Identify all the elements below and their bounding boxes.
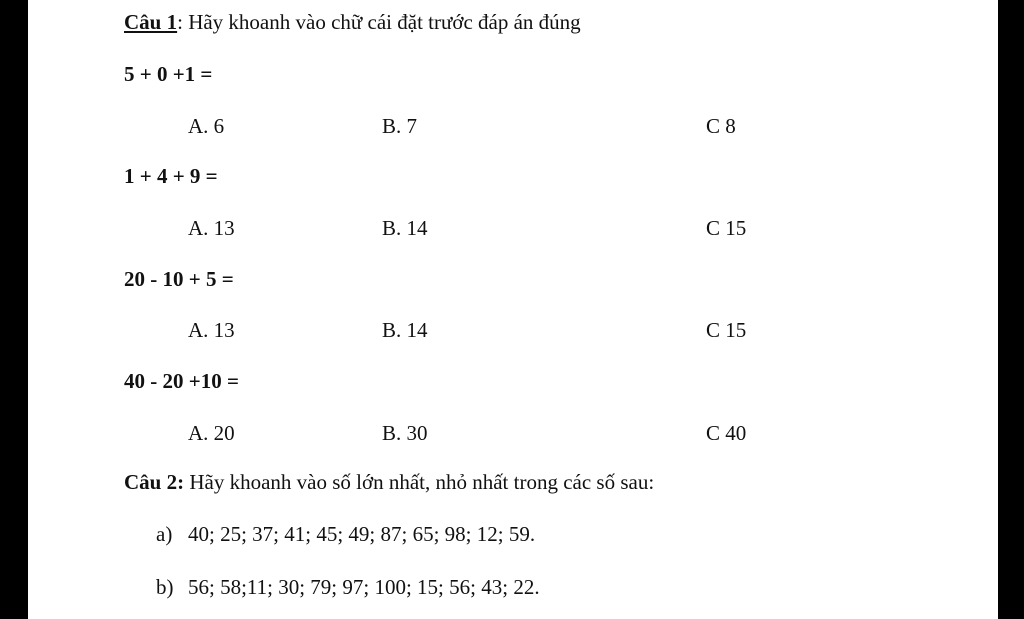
option-a-3[interactable]: A. 13 (188, 318, 235, 342)
question-1-instruction: : Hãy khoanh vào chữ cái đặt trước đáp án đúng (177, 10, 581, 34)
option-a-2[interactable]: A. 13 (188, 216, 235, 240)
question-1-expression-2: 1 + 4 + 9 = (124, 164, 218, 188)
part-b-marker: b) (156, 575, 174, 599)
option-b-4[interactable]: B. 30 (382, 421, 428, 445)
part-a-marker: a) (156, 522, 173, 546)
part-b-numbers: 56; 58;11; 30; 79; 97; 100; 15; 56; 43; 22. (188, 575, 540, 599)
option-a-1[interactable]: A. 6 (188, 114, 225, 138)
question-2-instruction: Hãy khoanh vào số lớn nhất, nhỏ nhất trong các số sau: (184, 470, 655, 494)
question-1-expression-4: 40 - 20 +10 = (124, 369, 239, 393)
question-1-heading (124, 10, 581, 35)
question-2-part-a (156, 522, 535, 547)
option-a-4[interactable]: A. 20 (188, 421, 235, 445)
question-1-expression-1: 5 + 0 +1 = (124, 62, 213, 86)
option-b-3[interactable]: B. 14 (382, 318, 428, 342)
question-2-part-b (156, 575, 540, 600)
option-b-1[interactable]: B. 7 (382, 114, 418, 138)
option-c-4[interactable]: C 40 (706, 421, 747, 445)
option-b-2[interactable]: B. 14 (382, 216, 428, 240)
question-1-label: Câu 1 (124, 10, 178, 34)
question-2-label: Câu 2: (124, 470, 185, 494)
document-page (28, 0, 998, 619)
question-2-heading (124, 470, 654, 495)
option-c-1[interactable]: C 8 (706, 114, 736, 138)
question-1-expression-3: 20 - 10 + 5 = (124, 267, 234, 291)
part-a-numbers: 40; 25; 37; 41; 45; 49; 87; 65; 98; 12; 59. (188, 522, 536, 546)
option-c-3[interactable]: C 15 (706, 318, 747, 342)
option-c-2[interactable]: C 15 (706, 216, 747, 240)
